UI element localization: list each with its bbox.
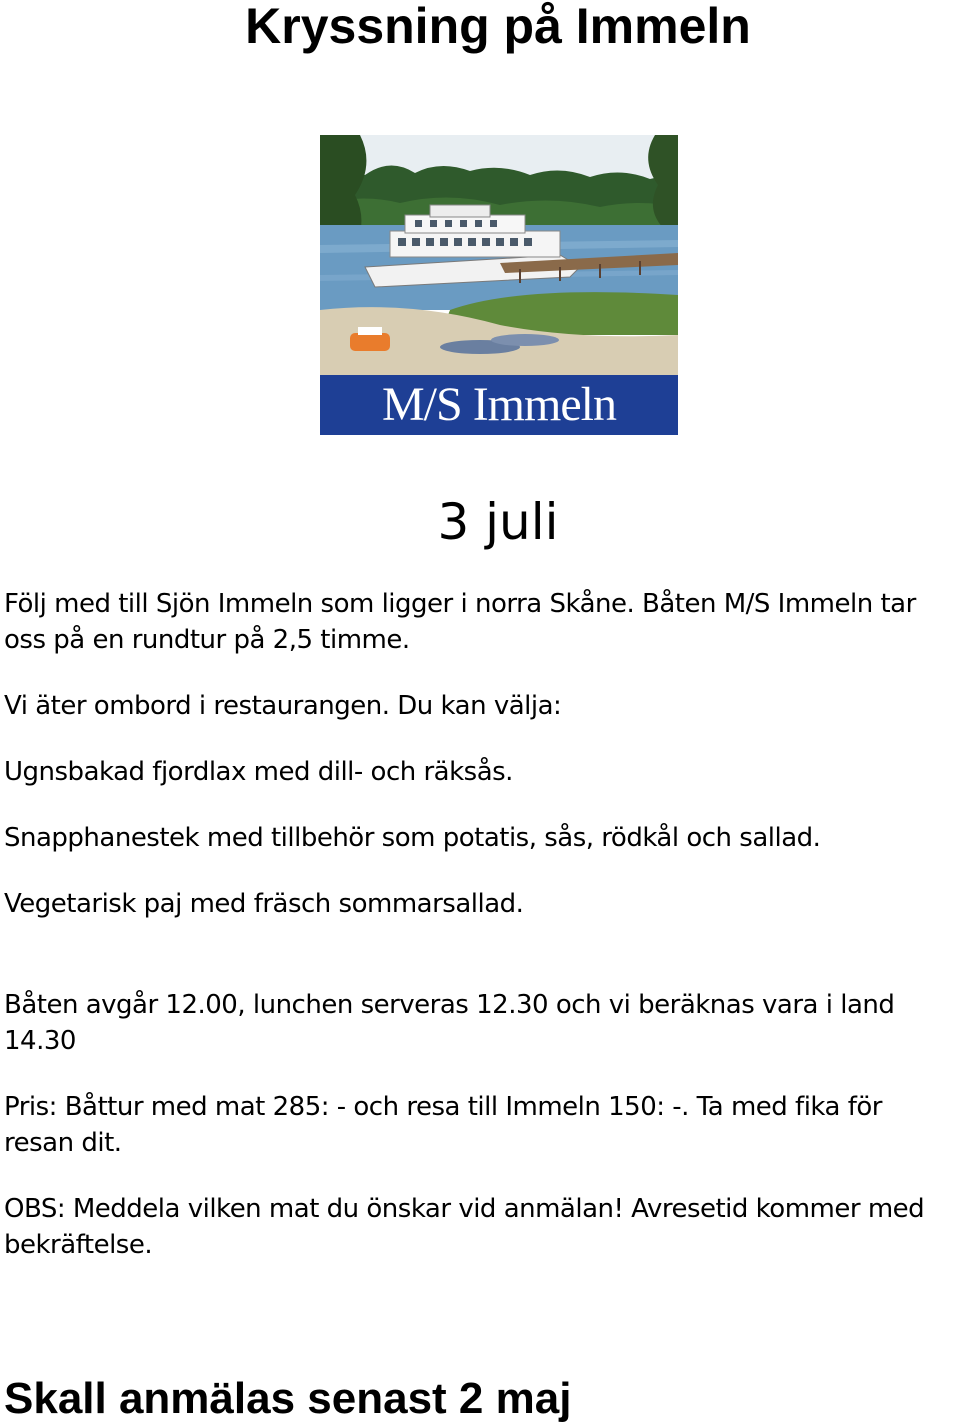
boat-name-banner: M/S Immeln bbox=[320, 375, 678, 435]
menu-option-roast: Snapphanestek med tillbehör som potatis, sås, rödkål och sallad. bbox=[4, 823, 821, 853]
lake-boat-illustration bbox=[320, 135, 678, 375]
menu-option-vegetarian: Vegetarisk paj med fräsch sommarsallad. bbox=[4, 889, 524, 919]
boat-photo bbox=[320, 135, 678, 435]
note-paragraph: OBS: Meddela vilken mat du önskar vid anmälan! Avresetid kommer med bekräftelse. bbox=[4, 1194, 925, 1260]
intro-paragraph: Följ med till Sjön Immeln som ligger i norra Skåne. Båten M/S Immeln tar oss på en rundtur på 2,5 timme. bbox=[4, 589, 916, 655]
price-paragraph: Pris: Båttur med mat 285: - och resa till Immeln 150: -. Ta med fika för resan dit. bbox=[4, 1092, 882, 1158]
schedule-paragraph: Båten avgår 12.00, lunchen serveras 12.30 och vi beräknas vara i land 14.30 bbox=[4, 990, 895, 1056]
menu-option-salmon: Ugnsbakad fjordlax med dill- och räksås. bbox=[4, 757, 513, 787]
page-title: Kryssning på Immeln bbox=[245, 0, 751, 54]
registration-deadline: Skall anmälas senast 2 maj bbox=[4, 1374, 572, 1423]
menu-intro: Vi äter ombord i restaurangen. Du kan välja: bbox=[4, 691, 562, 721]
event-date: 3 juli bbox=[437, 493, 559, 551]
